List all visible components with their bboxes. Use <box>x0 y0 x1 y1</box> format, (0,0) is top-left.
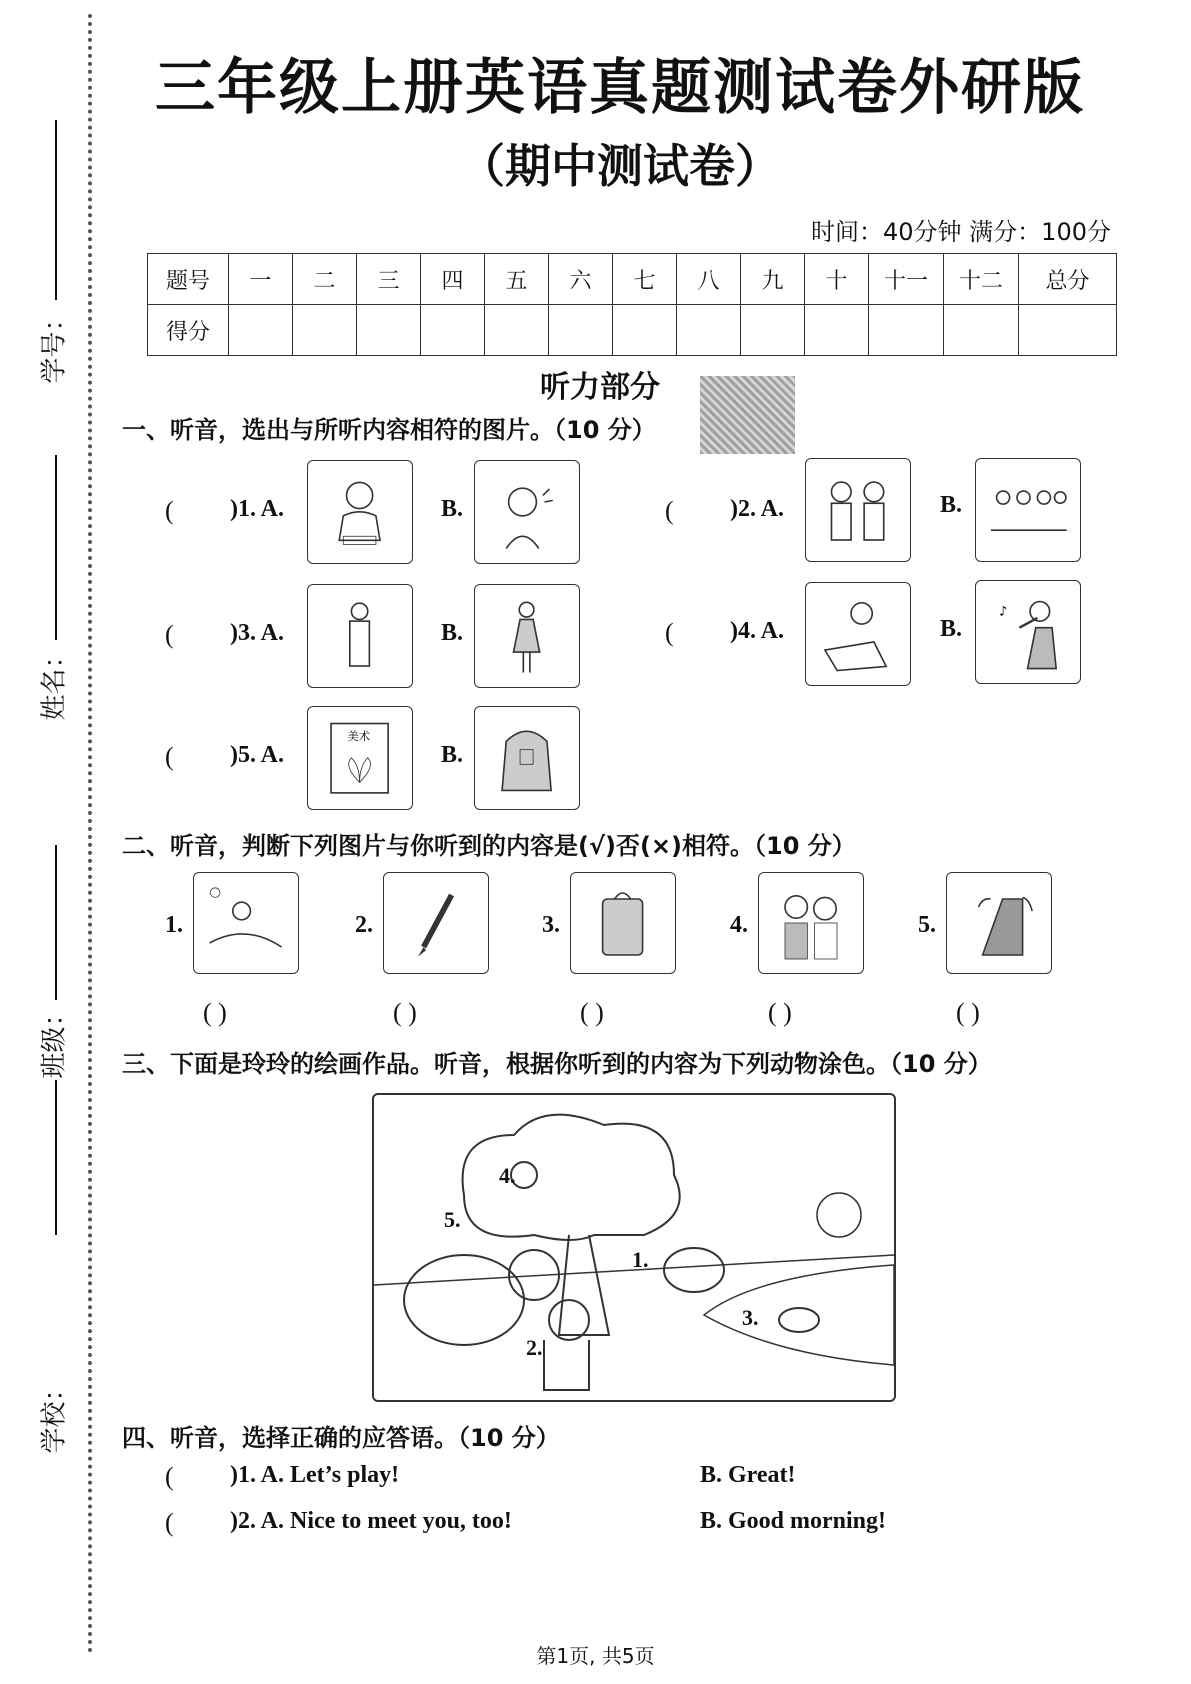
answer-blank[interactable]: ( ) <box>956 998 980 1027</box>
class-label: 班级： <box>39 1000 70 1079</box>
question-label: )3. A. <box>230 620 284 646</box>
question-label: )1. A. <box>230 496 284 522</box>
exam-meta: 时间：40分钟 满分：100分 <box>811 218 1111 246</box>
student-id-label: 学号： <box>39 305 70 384</box>
q1-option-a: )1. A. Let’s play! <box>230 1462 400 1488</box>
pig-label: 1. <box>632 1247 649 1272</box>
question-number: 1. <box>165 912 183 938</box>
row-header: 得分 <box>148 305 229 356</box>
score-cell[interactable] <box>549 305 613 356</box>
tiger-label: 2. <box>526 1335 543 1360</box>
answer-paren[interactable]: ( <box>665 496 674 525</box>
section3-heading: 三、下面是玲玲的绘画作品。听音，根据你听到的内容为下列动物涂色。（10 分） <box>122 1050 992 1078</box>
answer-blank[interactable]: ( ) <box>393 998 417 1027</box>
two-boys-talking-image <box>758 872 864 974</box>
col-header: 八 <box>677 254 741 305</box>
answer-paren[interactable]: ( <box>165 620 174 649</box>
col-header: 十 <box>805 254 869 305</box>
score-cell[interactable] <box>741 305 805 356</box>
option-b-label: B. <box>441 496 464 522</box>
option-b-label: B. <box>441 742 464 768</box>
score-cell[interactable] <box>357 305 421 356</box>
page-title: 三年级上册英语真题测试卷外研版 <box>155 53 1085 123</box>
col-header: 九 <box>741 254 805 305</box>
score-cell[interactable] <box>293 305 357 356</box>
name-label: 姓名： <box>39 642 70 721</box>
section2-heading: 二、听音，判断下列图片与你听到的内容是(√)否(×)相符。（10 分） <box>122 832 856 860</box>
col-header: 十一 <box>869 254 944 305</box>
score-cell[interactable] <box>805 305 869 356</box>
score-cell[interactable] <box>944 305 1019 356</box>
answer-blank[interactable]: ( ) <box>580 998 604 1027</box>
school-underline[interactable] <box>55 1080 57 1235</box>
id-underline[interactable] <box>55 120 57 300</box>
score-cell[interactable] <box>677 305 741 356</box>
answer-paren[interactable]: ( <box>165 742 174 771</box>
question-label: )2. A. <box>730 496 784 522</box>
score-cell[interactable] <box>613 305 677 356</box>
name-underline[interactable] <box>55 455 57 640</box>
qr-code-icon[interactable] <box>700 376 795 454</box>
answer-blank[interactable]: ( ) <box>768 998 792 1027</box>
col-header: 五 <box>485 254 549 305</box>
section4-heading: 四、听音，选择正确的应答语。（10 分） <box>122 1424 560 1452</box>
option-b-label: B. <box>940 492 963 518</box>
answer-paren[interactable]: ( <box>165 1462 174 1491</box>
boy-writing-image <box>307 460 413 564</box>
col-header: 十二 <box>944 254 1019 305</box>
girl-playing-flute-image <box>975 580 1081 684</box>
score-cell-total[interactable] <box>1019 305 1117 356</box>
two-boys-image <box>805 458 911 562</box>
question-number: 2. <box>355 912 373 938</box>
girl-listening-image <box>474 460 580 564</box>
row-header: 题号 <box>148 254 229 305</box>
score-table-header-row <box>148 254 1117 305</box>
class-underline[interactable] <box>55 845 57 1000</box>
score-table <box>147 253 1117 356</box>
score-cell[interactable] <box>485 305 549 356</box>
col-header: 总分 <box>1019 254 1117 305</box>
page-subtitle: （期中测试卷） <box>459 139 781 193</box>
girl-in-dress-image <box>474 584 580 688</box>
boy-in-coat-image <box>307 584 413 688</box>
monkey-label: 4. <box>499 1163 516 1188</box>
art-book-title: 美术 <box>347 729 371 744</box>
question-number: 4. <box>730 912 748 938</box>
col-header: 七 <box>613 254 677 305</box>
option-b-label: B. <box>441 620 464 646</box>
q2-option-a: )2. A. Nice to meet you, too! <box>230 1508 512 1534</box>
score-table-score-row <box>148 305 1117 356</box>
fish-label: 3. <box>742 1305 759 1330</box>
question-number: 3. <box>542 912 560 938</box>
svg-text:♪: ♪ <box>999 604 1008 620</box>
answer-paren[interactable]: ( <box>165 1508 174 1537</box>
q2-option-b: B. Good morning! <box>700 1508 887 1534</box>
page-footer: 第1页, 共5页 <box>536 1644 655 1668</box>
question-number: 5. <box>918 912 936 938</box>
section1-heading: 一、听音，选出与所听内容相符的图片。（10 分） <box>122 416 656 444</box>
group-of-children-image <box>975 458 1081 562</box>
col-header: 四 <box>421 254 485 305</box>
question-label: )4. A. <box>730 618 784 644</box>
answer-paren[interactable]: ( <box>665 618 674 647</box>
col-header: 二 <box>293 254 357 305</box>
score-cell[interactable] <box>421 305 485 356</box>
col-header: 一 <box>229 254 293 305</box>
question-label: )5. A. <box>230 742 284 768</box>
col-header: 三 <box>357 254 421 305</box>
pen-image <box>383 872 489 974</box>
q1-option-b: B. Great! <box>700 1462 796 1488</box>
score-cell[interactable] <box>229 305 293 356</box>
score-cell[interactable] <box>869 305 944 356</box>
col-header: 六 <box>549 254 613 305</box>
schoolbag-image <box>474 706 580 810</box>
answer-paren[interactable]: ( <box>165 496 174 525</box>
bear-label: 5. <box>444 1207 461 1232</box>
girl-waking-up-image <box>193 872 299 974</box>
answer-blank[interactable]: ( ) <box>203 998 227 1027</box>
option-b-label: B. <box>940 616 963 642</box>
animal-coloring-scene <box>372 1093 896 1402</box>
cut-line <box>88 14 92 1654</box>
school-label: 学校： <box>39 1375 70 1454</box>
listening-section-title: 听力部分 <box>540 370 660 405</box>
art-book-image <box>307 706 413 810</box>
closing-book-image <box>946 872 1052 974</box>
boy-drawing-image <box>805 582 911 686</box>
backpack-image <box>570 872 676 974</box>
